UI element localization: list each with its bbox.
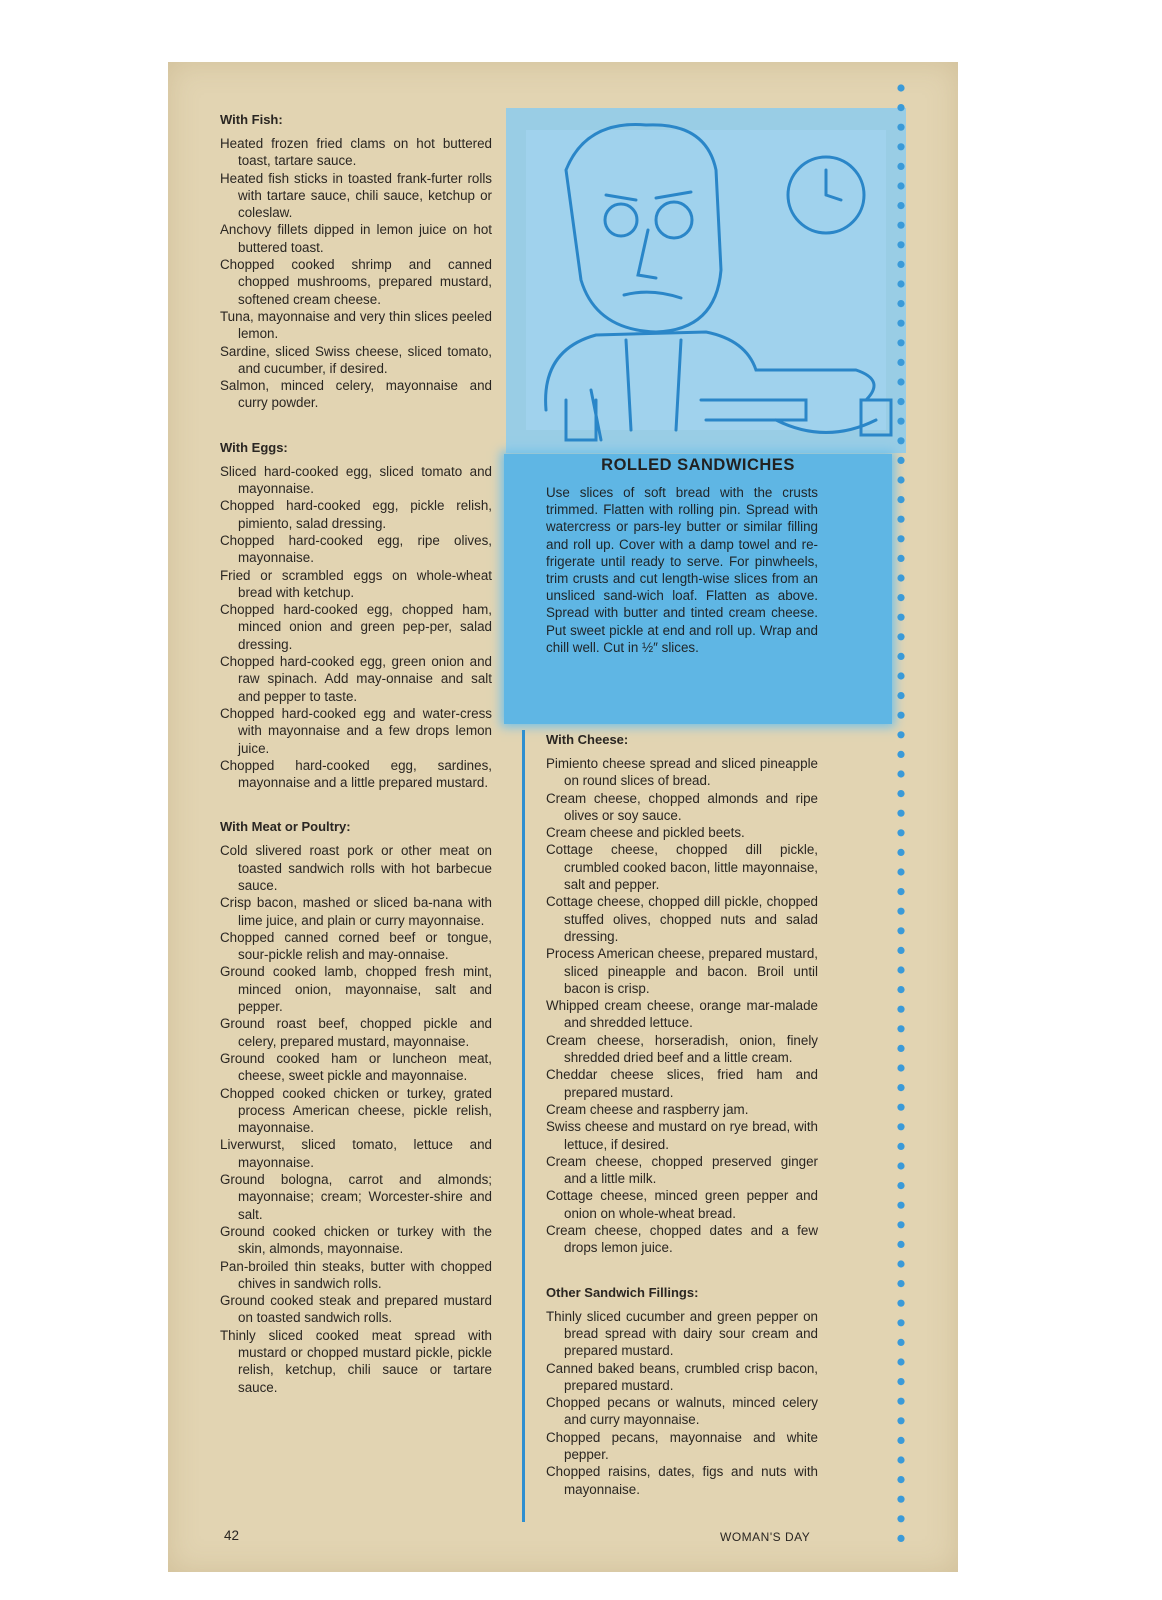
perforation-dot bbox=[897, 182, 904, 189]
filling-item: Heated fish sticks in toasted frank-furter rolls with tartare sauce, chili sauce, ketchup or coleslaw. bbox=[220, 170, 492, 221]
perforation-dot bbox=[897, 1045, 904, 1052]
filling-item: Ground cooked chicken or turkey with the skin, almonds, mayonnaise. bbox=[220, 1223, 492, 1257]
filling-item: Chopped hard-cooked egg, chopped ham, minced onion and green pep-per, salad dressing. bbox=[220, 602, 492, 652]
perforation-dot bbox=[897, 1535, 904, 1542]
filling-item: Cottage cheese, chopped dill pickle, chopped stuffed olives, chopped nuts and salad dressing. bbox=[546, 894, 818, 944]
filling-item: Cold slivered roast pork or other meat on toasted sandwich rolls with hot barbecue sauce. bbox=[220, 843, 492, 893]
filling-item: Chopped hard-cooked egg and water-cress with mayonnaise and a few drops lemon juice. bbox=[220, 705, 492, 756]
perforation-dot bbox=[897, 751, 904, 758]
perforation-dot bbox=[897, 614, 904, 621]
perforation-dot bbox=[897, 1143, 904, 1150]
perforation-dot bbox=[897, 1241, 904, 1248]
perforation-dot bbox=[897, 770, 904, 777]
filling-item: Process American cheese, prepared mustard, sliced pineapple and bacon. Broil until bacon is crisp. bbox=[546, 946, 818, 996]
filling-item: Cream cheese and pickled beets. bbox=[546, 825, 745, 841]
perforation-dot bbox=[897, 261, 904, 268]
filling-item: Cream cheese, horseradish, onion, finely shredded dried beef and a little cream. bbox=[546, 1032, 818, 1066]
perforation-dot bbox=[897, 947, 904, 954]
perforation-dot bbox=[897, 339, 904, 346]
filling-item: Cream cheese, chopped almonds and ripe olives or soy sauce. bbox=[546, 790, 818, 823]
filling-item: Cream cheese and raspberry jam. bbox=[546, 1101, 749, 1117]
perforation-dot bbox=[897, 712, 904, 719]
perforation-dot bbox=[897, 398, 904, 405]
filling-item: Whipped cream cheese, orange mar-malade and shredded lettuce. bbox=[546, 998, 818, 1031]
perforation-dot bbox=[897, 810, 904, 817]
other-list bbox=[546, 1308, 818, 1498]
perforation-dot bbox=[897, 1064, 904, 1071]
perforation-dot bbox=[897, 1358, 904, 1365]
filling-item: Salmon, minced celery, mayonnaise and curry powder. bbox=[220, 378, 492, 411]
filling-item: Chopped cooked chicken or turkey, grated process American cheese, pickle relish, mayonnaise. bbox=[220, 1085, 492, 1136]
filling-item: Liverwurst, sliced tomato, lettuce and mayonnaise. bbox=[220, 1137, 492, 1170]
perforation-dot bbox=[897, 1417, 904, 1424]
perforation-dot bbox=[897, 535, 904, 542]
rolled-sandwiches-title: ROLLED SANDWICHES bbox=[601, 456, 795, 474]
filling-item: Ground roast beef, chopped pickle and celery, prepared mustard, mayonnaise. bbox=[220, 1016, 492, 1049]
fish-list bbox=[220, 135, 492, 412]
filling-item: Ground cooked ham or luncheon meat, cheese, sweet pickle and mayonnaise. bbox=[220, 1050, 492, 1084]
filling-item: Chopped raisins, dates, figs and nuts with mayonnaise. bbox=[546, 1464, 818, 1497]
perforation-dot bbox=[897, 1182, 904, 1189]
perforation-dot bbox=[897, 1398, 904, 1405]
perforation-dot bbox=[897, 378, 904, 385]
perforation-dot bbox=[897, 280, 904, 287]
perforation-dot bbox=[897, 966, 904, 973]
filling-item: Chopped hard-cooked egg, green onion and raw spinach. Add may-onnaise and salt and pepper to taste. bbox=[220, 654, 492, 704]
perforation-dot bbox=[897, 1339, 904, 1346]
filling-item: Fried or scrambled eggs on whole-wheat bread with ketchup. bbox=[220, 567, 492, 600]
filling-item: Chopped pecans, mayonnaise and white pepper. bbox=[546, 1429, 818, 1462]
column-divider bbox=[522, 730, 525, 1522]
perforation-dot bbox=[897, 1162, 904, 1169]
filling-item: Heated frozen fried clams on hot buttered toast, tartare sauce. bbox=[220, 136, 492, 169]
filling-item: Anchovy fillets dipped in lemon juice on hot buttered toast. bbox=[220, 222, 492, 255]
filling-item: Tuna, mayonnaise and very thin slices peeled lemon. bbox=[220, 308, 492, 342]
filling-item: Pimiento cheese spread and sliced pineapple on round slices of bread. bbox=[546, 756, 818, 789]
perforation-dot bbox=[897, 124, 904, 131]
eggs-list bbox=[220, 463, 492, 792]
perforation-dot bbox=[897, 1456, 904, 1463]
perforation-dot bbox=[897, 790, 904, 797]
filling-item: Cream cheese, chopped preserved ginger and a little milk. bbox=[546, 1153, 818, 1187]
section-heading-eggs: With Eggs: bbox=[220, 439, 288, 455]
filling-item: Thinly sliced cucumber and green pepper on bread spread with dairy sour cream and prepared mustard. bbox=[546, 1308, 818, 1359]
perforation-dot bbox=[897, 574, 904, 581]
filling-item: Cream cheese, chopped dates and a few drops lemon juice. bbox=[546, 1223, 818, 1256]
perforation-dot bbox=[897, 1496, 904, 1503]
perforation-dot bbox=[897, 1123, 904, 1130]
perforation-dot bbox=[897, 84, 904, 91]
filling-item: Chopped hard-cooked egg, pickle relish, pimiento, salad dressing. bbox=[220, 498, 492, 531]
perforation-dot bbox=[897, 1476, 904, 1483]
filling-item: Canned baked beans, crumbled crisp bacon, prepared mustard. bbox=[546, 1360, 818, 1393]
perforation-dot bbox=[897, 1260, 904, 1267]
filling-item: Thinly sliced cooked meat spread with mustard or chopped mustard pickle, pickle relish, ketchup, chili sauce or tartare sauce. bbox=[220, 1327, 492, 1395]
perforation-dot bbox=[897, 829, 904, 836]
magazine-page bbox=[168, 62, 958, 1572]
perforation-dot bbox=[897, 653, 904, 660]
filling-item: Sardine, sliced Swiss cheese, sliced tomato, and cucumber, if desired. bbox=[220, 343, 492, 376]
left-column bbox=[220, 112, 492, 1424]
perforation-dot bbox=[897, 692, 904, 699]
perforation-dot bbox=[897, 1280, 904, 1287]
perforation-dot bbox=[897, 143, 904, 150]
filling-item: Chopped canned corned beef or tongue, sour-pickle relish and may-onnaise. bbox=[220, 929, 492, 963]
rolled-sandwiches-text: Use slices of soft bread with the crusts trimmed. Flatten with rolling pin. Spread with watercress or pars-ley butter or similar filling and roll up. Cover with a damp towel and re-frigerate until ready to serve. For pinwheels, trim crusts and cut length-wise slices from an unsliced sand-wich loaf. Flatten as above. Spread with butter and tinted cream cheese. Put sweet pickle at end and roll up. Wrap and chill well. Cut in ½″ slices. bbox=[546, 485, 818, 655]
filling-item: Ground bologna, carrot and almonds; mayonnaise; cream; Worcester-shire and salt. bbox=[220, 1172, 492, 1222]
filling-item: Pan-broiled thin steaks, butter with chopped chives in sandwich rolls. bbox=[220, 1258, 492, 1291]
perforation-dot bbox=[897, 986, 904, 993]
man-eating-sandwich-illustration bbox=[506, 100, 916, 470]
right-column bbox=[546, 732, 818, 1526]
perforation-dot bbox=[897, 1300, 904, 1307]
perforation-dot bbox=[897, 1437, 904, 1444]
section-heading-fish: With Fish: bbox=[220, 112, 283, 127]
filling-item: Crisp bacon, mashed or sliced ba-nana with lime juice, and plain or curry mayonnaise. bbox=[220, 895, 492, 928]
filling-item: Cheddar cheese slices, fried ham and prepared mustard. bbox=[546, 1067, 818, 1100]
perforation-dot bbox=[897, 731, 904, 738]
perforation-dot bbox=[897, 163, 904, 170]
section-heading-cheese: With Cheese: bbox=[546, 732, 629, 747]
page-number: 42 bbox=[224, 1528, 240, 1543]
perforation-dot bbox=[897, 476, 904, 483]
perforation-dot bbox=[897, 1378, 904, 1385]
cheese-list bbox=[546, 755, 818, 1257]
perforation-dot bbox=[897, 516, 904, 523]
perforation-dot bbox=[897, 300, 904, 307]
filling-item: Cottage cheese, minced green pepper and onion on whole-wheat bread. bbox=[546, 1188, 818, 1221]
perforation-dot bbox=[897, 202, 904, 209]
perforation-dot bbox=[897, 555, 904, 562]
perforation-dot bbox=[897, 908, 904, 915]
perforation-dot bbox=[897, 594, 904, 601]
section-heading-meat: With Meat or Poultry: bbox=[220, 819, 351, 835]
filling-item: Chopped hard-cooked egg, sardines, mayonnaise and a little prepared mustard. bbox=[220, 757, 492, 791]
perforation-dot bbox=[897, 241, 904, 248]
filling-item: Chopped hard-cooked egg, ripe olives, mayonnaise. bbox=[220, 532, 492, 566]
perforation-dot bbox=[897, 868, 904, 875]
perforation-dot bbox=[897, 1221, 904, 1228]
filling-item: Ground cooked steak and prepared mustard on toasted sandwich rolls. bbox=[220, 1293, 492, 1326]
perforation-dot bbox=[897, 672, 904, 679]
perforation-dot bbox=[897, 1319, 904, 1326]
perforation-dot bbox=[897, 437, 904, 444]
perforation-dots bbox=[894, 78, 908, 1558]
filling-item: Swiss cheese and mustard on rye bread, with lettuce, if desired. bbox=[546, 1119, 818, 1152]
perforation-dot bbox=[897, 927, 904, 934]
perforation-dot bbox=[897, 849, 904, 856]
perforation-dot bbox=[897, 320, 904, 327]
perforation-dot bbox=[897, 496, 904, 503]
section-heading-other: Other Sandwich Fillings: bbox=[546, 1284, 699, 1300]
perforation-dot bbox=[897, 1104, 904, 1111]
filling-item: Sliced hard-cooked egg, sliced tomato and mayonnaise. bbox=[220, 463, 492, 497]
perforation-dot bbox=[897, 1084, 904, 1091]
magazine-name: WOMAN'S DAY bbox=[720, 1530, 811, 1544]
rolled-sandwiches-box bbox=[504, 454, 892, 724]
perforation-dot bbox=[897, 888, 904, 895]
perforation-dot bbox=[897, 222, 904, 229]
perforation-dot bbox=[897, 1025, 904, 1032]
perforation-dot bbox=[897, 1006, 904, 1013]
perforation-dot bbox=[897, 359, 904, 366]
filling-item: Ground cooked lamb, chopped fresh mint, minced onion, mayonnaise, salt and pepper. bbox=[220, 964, 492, 1015]
perforation-dot bbox=[897, 104, 904, 111]
perforation-dot bbox=[897, 1515, 904, 1522]
perforation-dot bbox=[897, 1202, 904, 1209]
perforation-dot bbox=[897, 633, 904, 640]
perforation-dot bbox=[897, 418, 904, 425]
perforation-dot bbox=[897, 457, 904, 464]
filling-item: Chopped pecans or walnuts, minced celery and curry mayonnaise. bbox=[546, 1395, 818, 1428]
filling-item: Cottage cheese, chopped dill pickle, crumbled cooked bacon, little mayonnaise, salt and pepper. bbox=[546, 842, 818, 893]
meat-list bbox=[220, 842, 492, 1396]
filling-item: Chopped cooked shrimp and canned chopped mushrooms, prepared mustard, softened cream cheese. bbox=[220, 257, 492, 307]
